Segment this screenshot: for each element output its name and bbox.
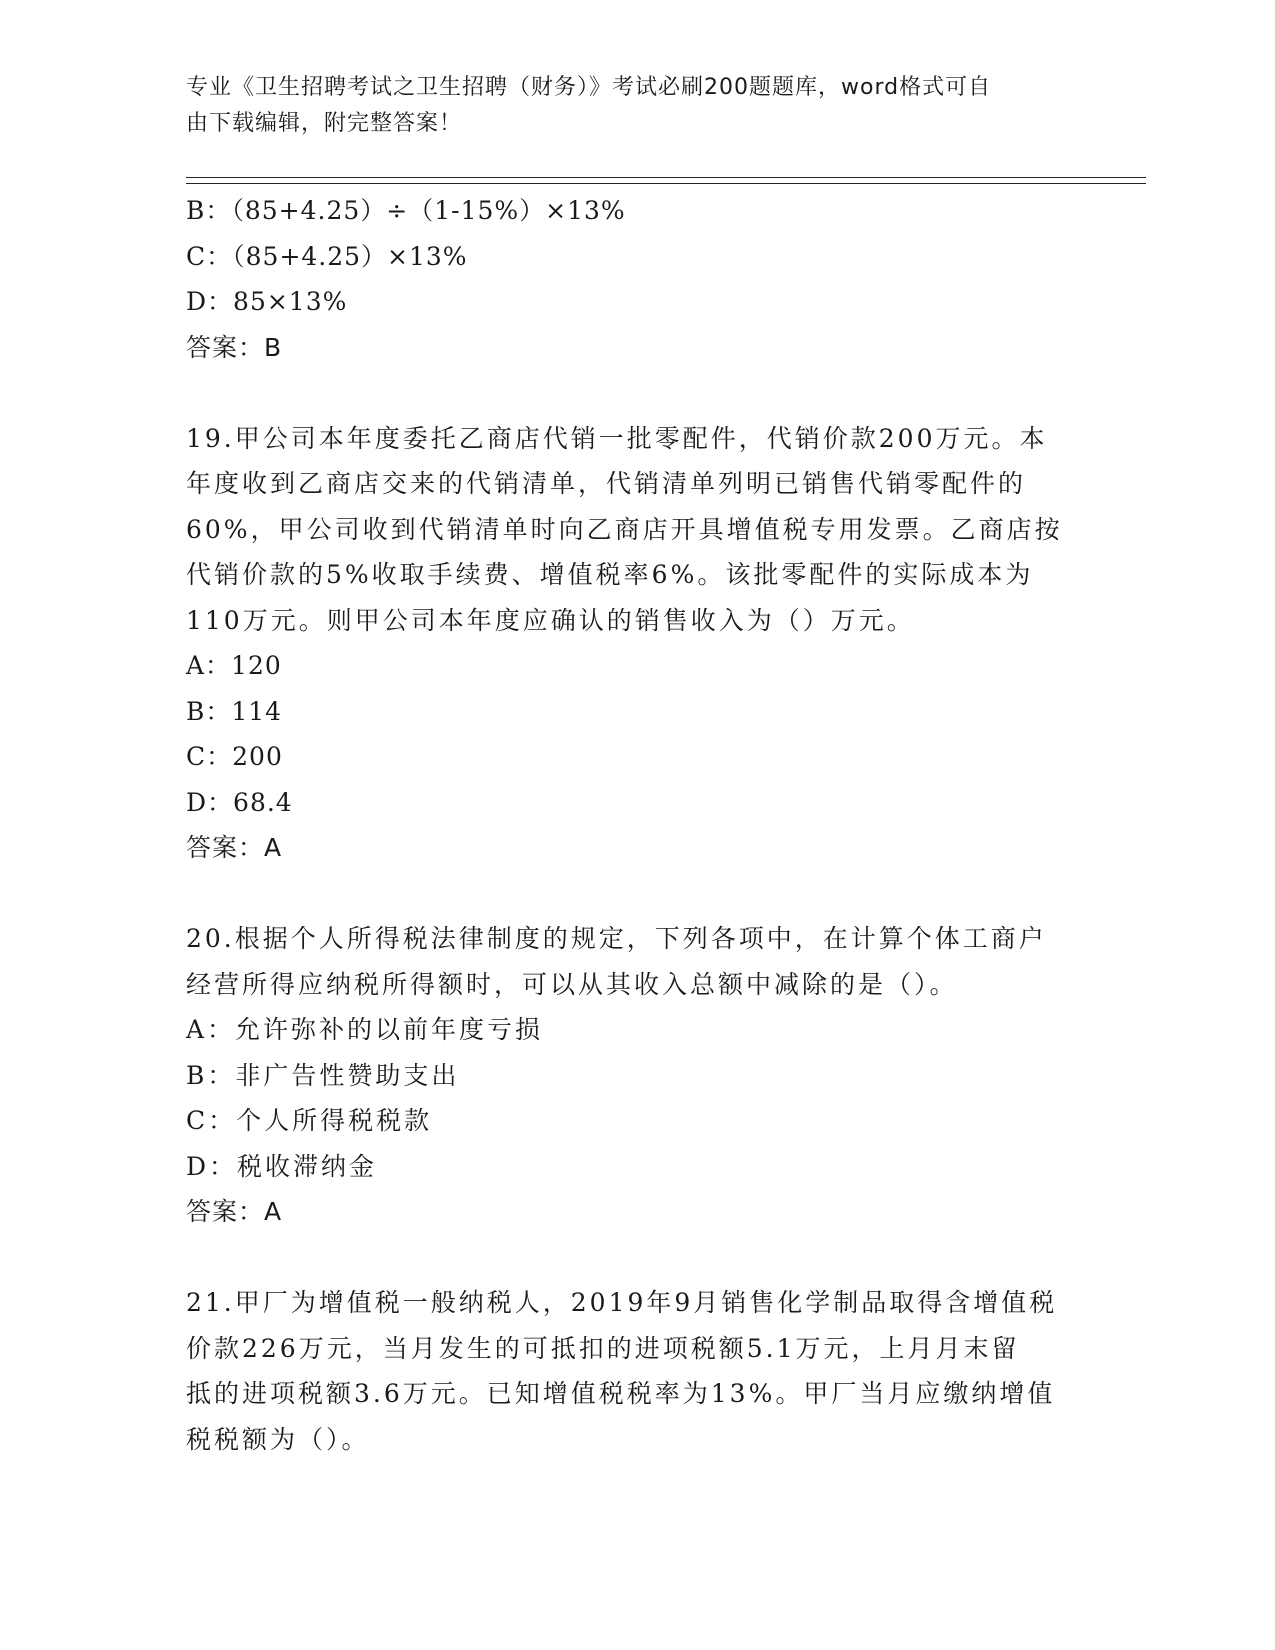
question-text-line: 19.甲公司本年度委托乙商店代销一批零配件，代销价款200万元。本 [186, 423, 1048, 453]
question-text-line: 经营所得应纳税所得额时，可以从其收入总额中减除的是（）。 [186, 969, 958, 999]
option-d: D：85×13% [186, 287, 348, 316]
question-text-line: 20.根据个人所得税法律制度的规定，下列各项中，在计算个体工商户 [186, 924, 1047, 953]
header-rule-bottom [186, 183, 1146, 184]
question-text-line: 价款226万元，当月发生的可抵扣的进项税额5.1万元，上月月末留 [186, 1333, 1020, 1363]
question-20 [186, 916, 1086, 1235]
option-d: D：税收滞纳金 [186, 1151, 378, 1181]
page-header [186, 70, 1066, 142]
spacer [186, 370, 1086, 416]
question-text-line: 年度收到乙商店交来的代销清单，代销清单列明已销售代销零配件的 [186, 469, 1027, 498]
question-text-line: 代销价款的5%收取手续费、增值税率6%。该批零配件的实际成本为 [186, 560, 1034, 589]
answer: 答案：A [186, 833, 283, 862]
spacer [186, 1235, 1086, 1281]
answer: 答案：B [186, 332, 283, 362]
header-rule-top [186, 177, 1146, 178]
question-text-line: 税税额为（）。 [186, 1424, 370, 1454]
option-c: C：个人所得税税款 [186, 1106, 433, 1135]
header-line-2: 由下载编辑，附完整答案！ [186, 111, 463, 136]
option-b: B：非广告性赞助支出 [186, 1060, 460, 1090]
option-d: D：68.4 [186, 787, 293, 817]
question-text-line: 110万元。则甲公司本年度应确认的销售收入为（）万元。 [186, 605, 915, 635]
question-text-line: 抵的进项税额3.6万元。已知增值税税率为13%。甲厂当月应缴纳增值 [186, 1379, 1056, 1408]
header-line-1: 专业《卫生招聘考试之卫生招聘（财务）》考试必刷200题题库，word格式可自 [186, 75, 992, 100]
option-b: B：114 [186, 696, 283, 726]
document-body [186, 188, 1086, 1462]
question-text-line: 60%，甲公司收到代销清单时向乙商店开具增值税专用发票。乙商店按 [186, 514, 1063, 544]
option-a: A：120 [186, 651, 282, 680]
question-text-line: 21.甲厂为增值税一般纳税人，2019年9月销售化学制品取得含增值税 [186, 1288, 1058, 1317]
answer: 答案：A [186, 1197, 283, 1226]
option-c: C：（85+4.25）×13% [186, 241, 468, 271]
option-c: C：200 [186, 742, 283, 771]
option-a: A：允许弥补的以前年度亏损 [186, 1015, 544, 1044]
option-b: B：（85+4.25）÷（1-15%）×13% [186, 196, 626, 225]
question-21 [186, 1280, 1086, 1462]
question-18 [186, 188, 1086, 370]
spacer [186, 871, 1086, 917]
question-19 [186, 416, 1086, 871]
